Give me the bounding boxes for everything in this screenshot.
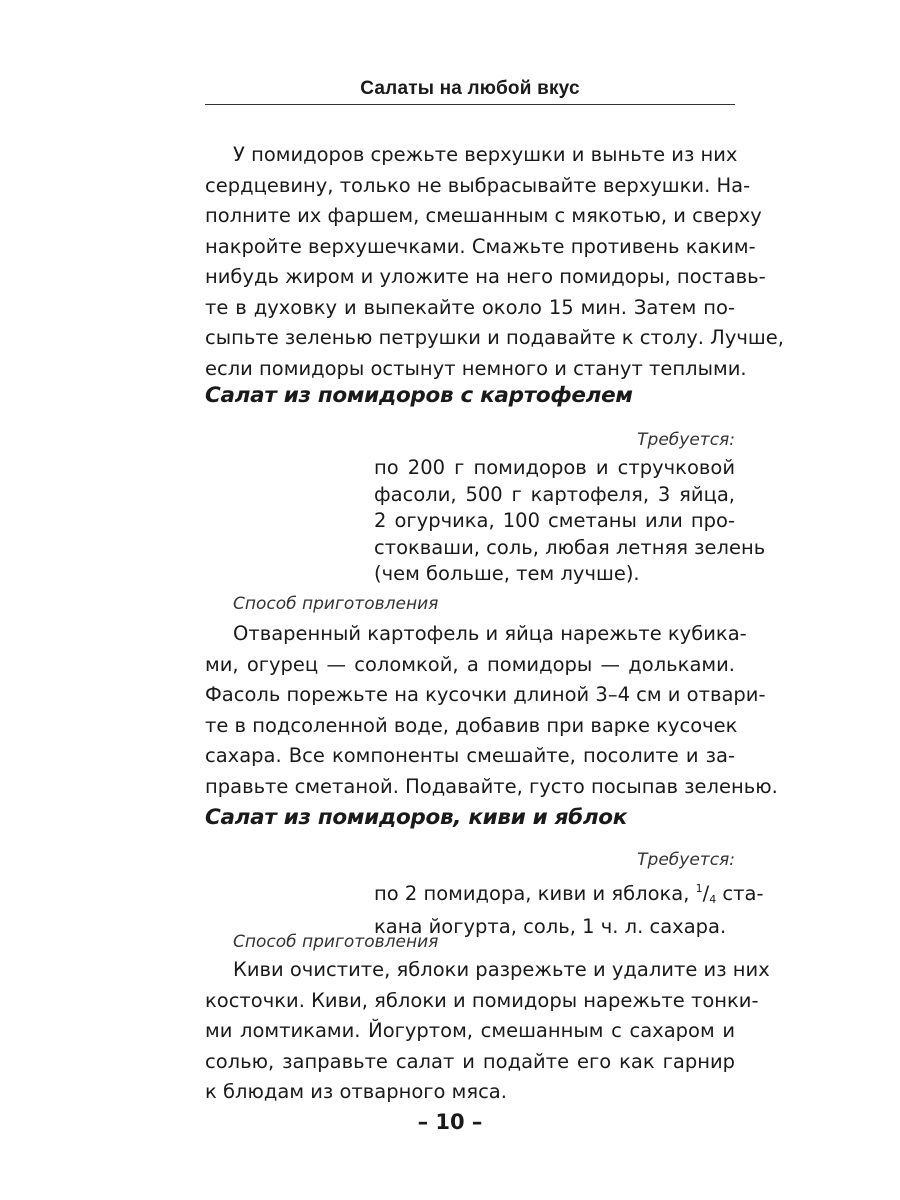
text-line: накройте верхушечками. Смажьте противень каким- [205,234,756,258]
method-label: Способ приготовления [233,594,439,614]
text-line: ми, огурец — соломкой, а помидоры — дольками. [205,652,735,676]
ingredients-list [374,455,766,588]
ingredients-text: по 2 помидора, киви и яблока, [374,882,696,905]
text-line: сахара. Все компоненты смешайте, посолите и за- [205,744,735,767]
fraction-denominator: 4 [709,893,717,906]
header-rule [205,104,735,105]
text-line: сердцевину, только не выбрасывайте верхушки. На- [205,173,751,197]
text-line: нибудь жиром и уложите на него помидоры, поставь- [205,265,766,288]
recipe-title: Салат из помидоров, киви и яблок [205,805,628,830]
text-line: сыпьте зеленью петрушки и подавайте к столу. Лучше, [205,326,784,349]
ingredients-list [374,876,764,940]
text-line: солью, заправьте салат и подайте его как гарнир [205,1049,735,1073]
text-line: полните их фаршем, смешанным с мякотью, и сверху [205,204,762,227]
text-line: Киви очистите, яблоки разрежьте и удалите из них [233,958,770,981]
method-paragraph [205,955,770,1108]
text-line: косточки. Киви, яблоки и помидоры нарежьте тонки- [205,988,759,1012]
fraction-numerator: 1 [695,882,703,895]
text-line: У помидоров срежьте верхушки и выньте из них [233,143,738,166]
text-line: кана йогурта, соль, 1 ч. л. сахара. [374,914,727,938]
text-line: ми ломтиками. Йогуртом, смешанным с сахаром и [205,1019,735,1042]
ingredients-text: ста- [716,882,764,905]
required-label: Требуется: [637,430,735,450]
recipe-title: Салат из помидоров с картофелем [205,383,633,408]
text-line: стокваши, соль, любая летняя зелень [374,535,766,559]
method-label: Способ приготовления [233,932,439,952]
text-line: 2 огурчика, 100 сметаны или про- [374,509,735,532]
text-line: по 200 г помидоров и стручковой [374,456,735,479]
required-label: Требуется: [637,850,735,870]
text-line: Фасоль порежьте на кусочки длиной 3–4 см и отвари- [205,683,766,706]
text-line: (чем больше, тем лучше). [374,562,640,585]
text-line: к блюдам из отварного мяса. [205,1080,507,1103]
text-line: те в подсоленной воде, добавив при варке кусочек [205,713,738,737]
intro-paragraph [205,140,784,384]
page-number: – 10 – [417,1110,483,1134]
running-title: Салаты на любой вкус [360,78,580,99]
method-paragraph [205,619,778,802]
text-line: фасоли, 500 г картофеля, 3 яйца, [374,482,735,506]
text-line: если помидоры остынут немного и станут теплыми. [205,356,747,380]
text-line: те в духовку и выпекайте около 15 мин. Затем по- [205,295,735,319]
text-line: Отваренный картофель и яйца нарежьте кубика- [233,622,747,645]
fraction-slash: / [702,882,710,905]
text-line [374,876,764,914]
text-line: правьте сметаной. Подавайте, густо посыпав зеленью. [205,774,778,798]
